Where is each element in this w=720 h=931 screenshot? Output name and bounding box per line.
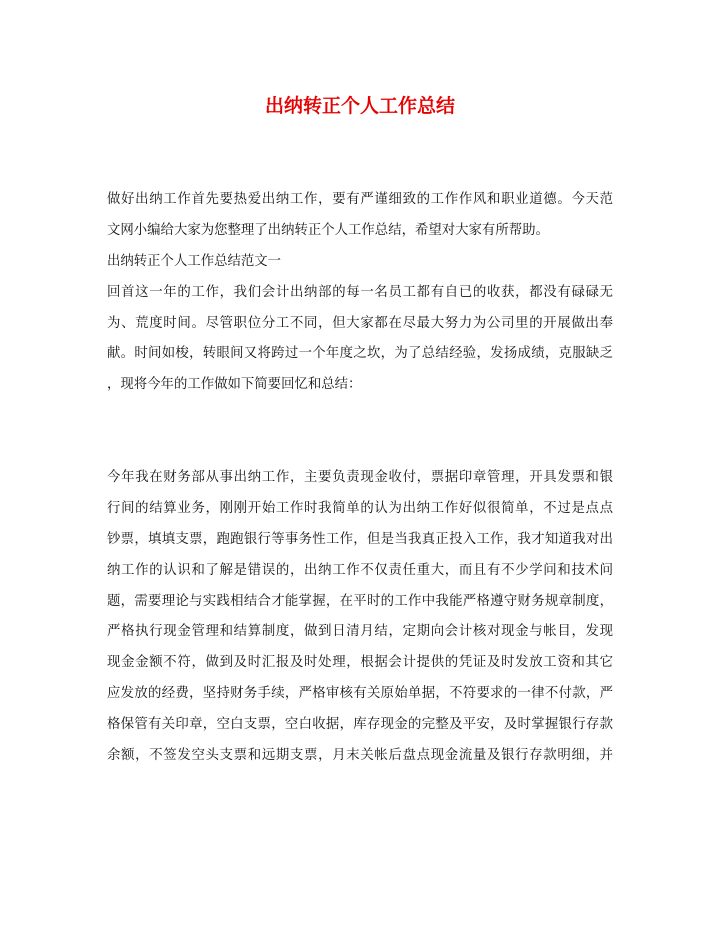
text-line: 纳工作的认识和了解是错误的，出纳工作不仅责任重大，而且有不少学问和技术问 [107, 562, 613, 578]
text-line: 行间的结算业务，刚刚开始工作时我简单的认为出纳工作好似很简单，不过是点点 [107, 500, 613, 516]
text-line: 献。时间如梭，转眼间又将跨过一个年度之坎，为了总结经验，发扬成绩，克服缺乏 [107, 346, 613, 362]
text-line: 钞票，填填支票，跑跑银行等事务性工作，但是当我真正投入工作，我才知道我对出 [107, 531, 613, 547]
text-line: 做好出纳工作首先要热爱出纳工作，要有严谨细致的工作作风和职业道德。今天范 [107, 192, 613, 207]
text-line: 回首这一年的工作，我们会计出纳部的每一名员工都有自已的收获，都没有碌碌无 [107, 284, 613, 300]
text-line: 格保管有关印章，空白支票，空白收据，库存现金的完整及平安，及时掌握银行存款 [107, 717, 613, 733]
section-heading: 出纳转正个人工作总结范文一 [107, 253, 282, 269]
text-line: 今年我在财务部从事出纳工作，主要负责现金收付，票据印章管理，开具发票和银 [107, 470, 613, 485]
section-1-text [107, 185, 613, 401]
text-line: 为、荒度时间。尽管职位分工不同，但大家都在尽最大努力为公司里的开展做出奉 [107, 315, 613, 331]
text-line: 应发放的经费，坚持财务手续，严格审核有关原始单据，不符要求的一律不付款，严 [107, 686, 613, 702]
section-2-text [107, 463, 613, 772]
text-line: 文网小编给大家为您整理了出纳转正个人工作总结，希望对大家有所帮助。 [107, 222, 549, 238]
text-line: ，现将今年的工作做如下简要回忆和总结： [107, 377, 362, 393]
text-line: 题，需要理论与实践相结合才能掌握，在平时的工作中我能严格遵守财务规章制度， [107, 593, 613, 609]
text-line: 严格执行现金管理和结算制度，做到日清月结，定期向会计核对现金与帐目，发现 [107, 624, 613, 640]
text-line: 余额，不签发空头支票和远期支票，月末关帐后盘点现金流量及银行存款明细，并 [107, 748, 613, 764]
text-line: 现金金额不符，做到及时汇报及时处理，根据会计提供的凭证及时发放工资和其它 [107, 655, 613, 671]
document-title: 出纳转正个人工作总结 [264, 95, 455, 117]
